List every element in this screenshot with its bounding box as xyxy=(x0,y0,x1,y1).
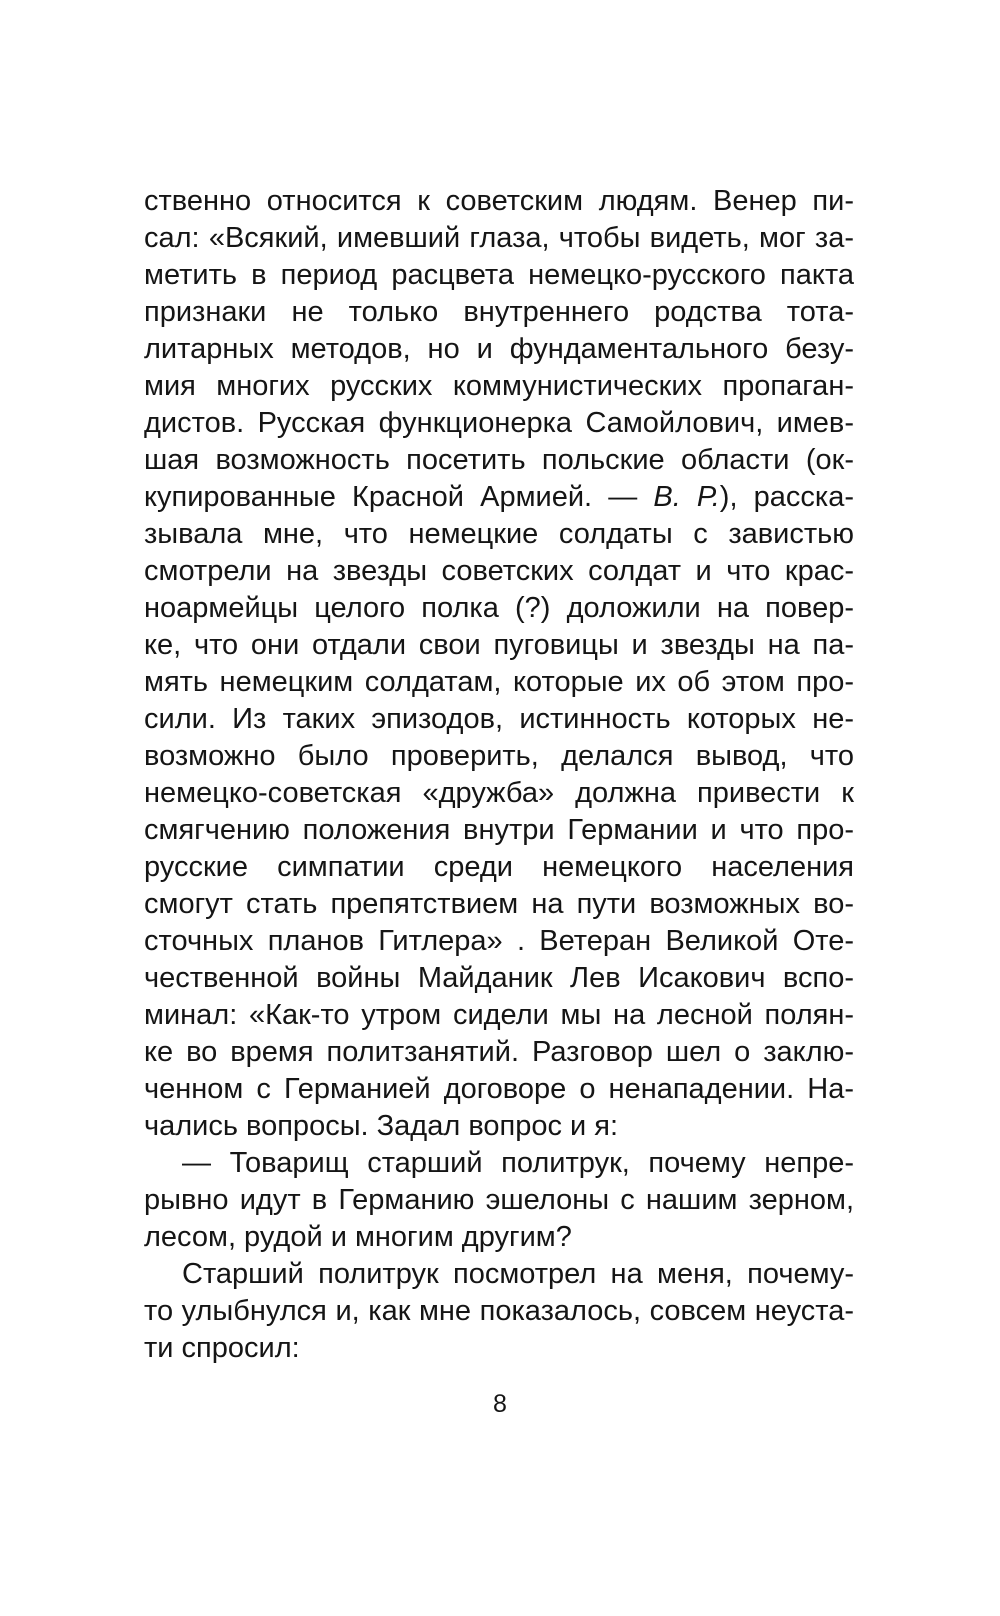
text-line: рывно идут в Германию эшелоны с нашим зерном, xyxy=(144,1184,854,1216)
body-text xyxy=(144,183,854,1367)
text-line: сили. Из таких эпизодов, истинность которых не- xyxy=(144,703,854,735)
text-line: ственно относится к советским людям. Венер пи- xyxy=(144,185,854,217)
text-line: сточных планов Гитлера» . Ветеран Великой Оте- xyxy=(144,925,854,957)
text-line: минал: «Как-то утром сидели мы на лесной полян- xyxy=(144,999,854,1031)
text-line: лесом, рудой и многим другим? xyxy=(144,1221,572,1253)
text-line: ченном с Германией договоре о ненападении. На- xyxy=(144,1073,854,1105)
text-segment: купированные Красной Армией. — xyxy=(144,481,654,513)
text-line: ке, что они отдали свои пуговицы и звезды на па- xyxy=(144,629,854,661)
text-line: смягчению положения внутри Германии и что про- xyxy=(144,814,854,846)
text-line: шая возможность посетить польские области (ок- xyxy=(144,444,854,476)
text-line: ноармейцы целого полка (?) доложили на повер- xyxy=(144,592,854,624)
text-line-with-italic xyxy=(144,479,854,516)
text-line: то улыбнулся и, как мне показалось, совсем неуста- xyxy=(144,1295,854,1327)
text-line: мия многих русских коммунистических пропаган- xyxy=(144,370,854,402)
text-line: — Товарищ старший политрук, почему непре- xyxy=(182,1147,854,1179)
text-line: немецко-советская «дружба» должна привести к xyxy=(144,777,854,809)
text-line: ке во время политзанятий. Разговор шел о заклю- xyxy=(144,1036,854,1068)
text-line: чественной войны Майданик Лев Исакович вспо- xyxy=(144,962,854,994)
text-line: дистов. Русская функционерка Самойлович, имев- xyxy=(144,407,854,439)
text-line: ти спросил: xyxy=(144,1332,300,1364)
italic-initials: В. Р. xyxy=(653,481,720,513)
text-line: смотрели на звезды советских солдат и что крас- xyxy=(144,555,854,587)
text-line: чались вопросы. Задал вопрос и я: xyxy=(144,1110,619,1142)
paragraph-2 xyxy=(144,1145,854,1256)
text-line: смогут стать препятствием на пути возможных во- xyxy=(144,888,854,920)
paragraph-3 xyxy=(144,1256,854,1367)
text-line: русские симпатии среди немецкого населения xyxy=(144,851,854,883)
page-number: 8 xyxy=(493,1390,507,1418)
text-line: мять немецким солдатам, которые их об этом про- xyxy=(144,666,854,698)
text-line: Старший политрук посмотрел на меня, почему- xyxy=(182,1258,854,1290)
text-line: метить в период расцвета немецко-русского пакта xyxy=(144,259,854,291)
text-line: зывала мне, что немецкие солдаты с завистью xyxy=(144,518,854,550)
text-segment: ), расска- xyxy=(719,481,855,513)
paragraph-1 xyxy=(144,183,854,1145)
text-line: сал: «Всякий, имевший глаза, чтобы видеть, мог за- xyxy=(144,222,854,254)
text-line: возможно было проверить, делался вывод, что xyxy=(144,740,854,772)
text-line: признаки не только внутреннего родства тота- xyxy=(144,296,854,328)
text-line: литарных методов, но и фундаментального безу- xyxy=(144,333,854,365)
